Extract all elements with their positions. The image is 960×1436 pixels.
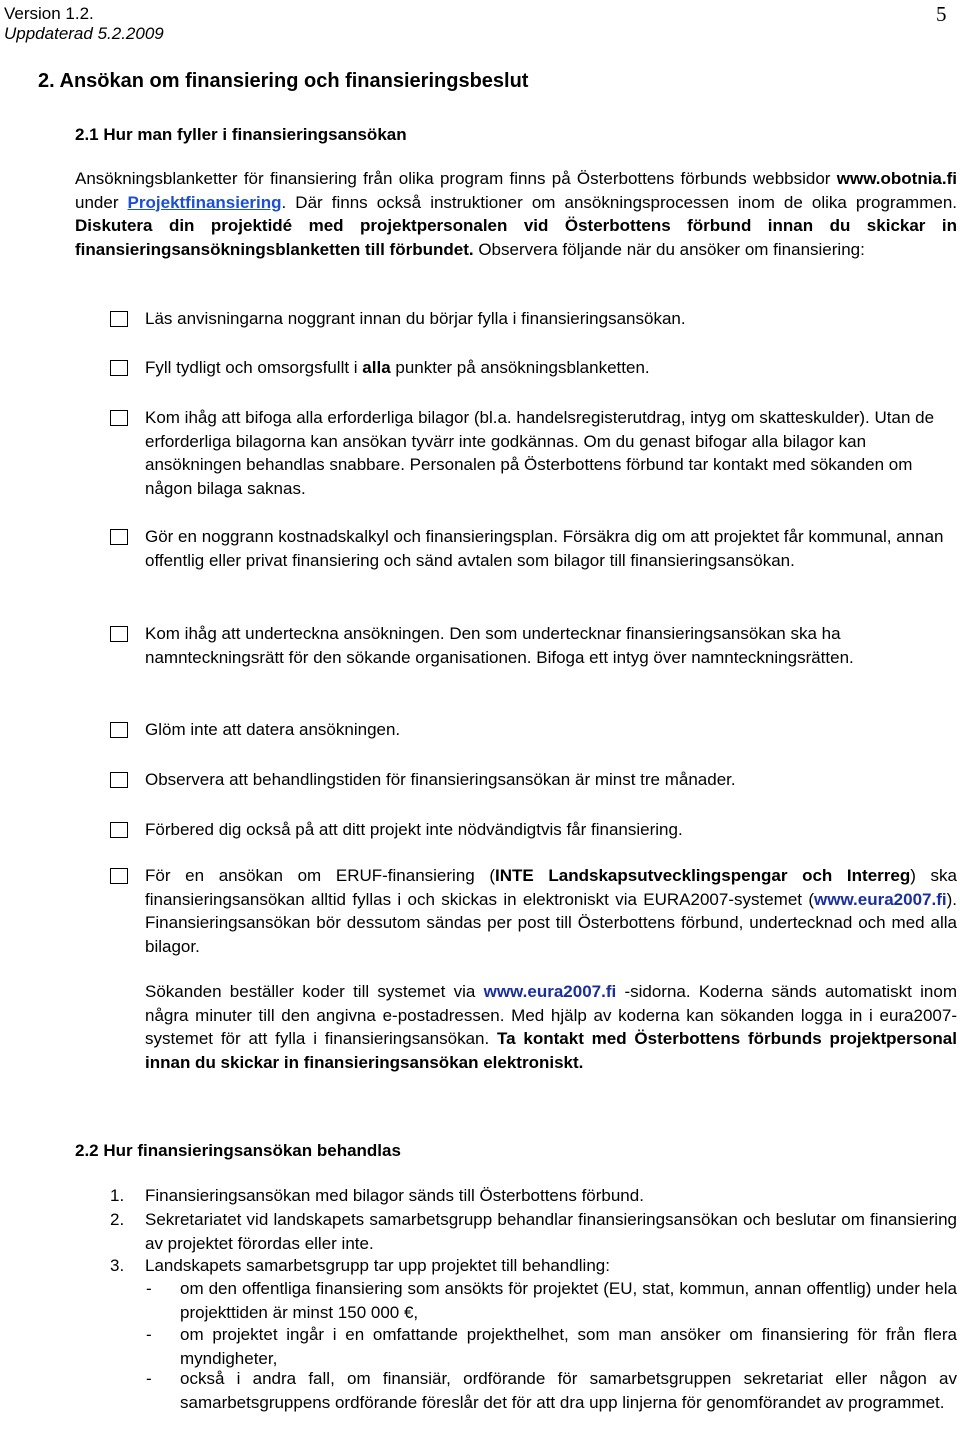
checkbox-5[interactable] — [110, 626, 128, 642]
step-3-text: Landskapets samarbetsgrupp tar upp projektet till behandling: — [145, 1256, 610, 1275]
intro-text-a: Ansökningsblanketter för finansiering från olika program finns på Österbottens förbunds webbsidor — [75, 169, 837, 188]
step-3-sub-2: om projektet ingår i en omfattande projekthelhet, som man ansöker om finansiering för från flera myndigheter, — [180, 1325, 957, 1368]
item9-text-a: För en ansökan om ERUF-finansiering ( — [145, 866, 496, 885]
checkbox-4[interactable] — [110, 529, 128, 545]
checklist-item-8: Förbered dig också på att ditt projekt inte nödvändigtvis får finansiering. — [145, 820, 683, 839]
intro-bold-text: Diskutera din projektidé med projektpersonalen vid Österbottens förbund innan du skickar in finansieringsansökningsblanketten till förbundet. — [75, 216, 957, 259]
item9-text-c: ). Finansieringsansökan bör dessutom sändas per post till Österbottens förbund, undertecknad och med alla bilagor. — [145, 889, 957, 956]
section-2-heading: 2. Ansökan om finansiering och finansieringsbeslut — [38, 70, 529, 92]
page-number: 5 — [936, 2, 947, 26]
checkbox-6[interactable] — [110, 722, 128, 738]
checklist-item-7: Observera att behandlingstiden för finansieringsansökan är minst tre månader. — [145, 770, 736, 789]
step-1-text: Finansieringsansökan med bilagor sänds till Österbottens förbund. — [145, 1186, 644, 1205]
step-3-number: 3. — [110, 1256, 125, 1275]
checklist-item-2 — [145, 356, 957, 380]
checkbox-9[interactable] — [110, 868, 128, 884]
item9-bold: INTE Landskapsutvecklingspengar och Interreg — [495, 866, 911, 885]
dash-1: - — [146, 1279, 152, 1298]
projektfinansiering-link[interactable]: Projektfinansiering — [127, 192, 282, 212]
checkbox-3[interactable] — [110, 410, 128, 426]
intro-text-c: Observera följande när du ansöker om finansiering: — [473, 239, 865, 259]
item2-bold: alla — [362, 358, 391, 377]
checklist-item-3: Kom ihåg att bifoga alla erforderliga bilagor (bl.a. handelsregisterutdrag, intyg om skatteskulder). Utan de erforderliga bilagorna kan ansökan tyvärr inte godkännas. Om du genast bifogar alla bilagor kan ansökningen behandlas snabbare. Personalen på Österbottens förbund tar kontakt med sökanden om någon bilaga saknas. — [145, 408, 935, 498]
checklist-item-9-paragraph-2 — [145, 980, 957, 1074]
eura-link-2[interactable]: www.eura2007.fi — [483, 982, 617, 1001]
checkbox-1[interactable] — [110, 311, 128, 327]
checkbox-8[interactable] — [110, 822, 128, 838]
version-label: Version 1.2. — [4, 4, 94, 23]
item2-text-a: Fyll tydligt och omsorgsfullt i — [145, 358, 363, 377]
item9-p2-text-a: Sökanden beställer koder till systemet via — [145, 982, 484, 1001]
item9-p2-bold: Ta kontakt med Österbottens förbunds projektpersonal innan du skickar in finansieringsansökan elektroniskt. — [145, 1029, 957, 1072]
dash-3: - — [146, 1369, 152, 1388]
checkbox-7[interactable] — [110, 772, 128, 788]
section-2-1-heading: 2.1 Hur man fyller i finansieringsansökan — [75, 125, 407, 144]
checklist-item-9 — [145, 864, 957, 958]
item9-p2-text-b: -sidorna. Koderna sänds automatiskt inom några minuter till den angivna e-postadressen. Med hjälp av koderna kan sökanden logga in i eura2007-systemet för att fylla i finansieringsansökan. — [145, 982, 957, 1048]
site-url: www.obotnia.fi — [836, 169, 957, 188]
item2-text-b: punkter på ansökningsblanketten. — [390, 358, 650, 377]
step-2-number: 2. — [110, 1210, 125, 1229]
checkbox-2[interactable] — [110, 360, 128, 376]
checklist-item-1: Läs anvisningarna noggrant innan du börjar fylla i finansieringsansökan. — [145, 309, 686, 328]
step-2-text: Sekretariatet vid landskapets samarbetsgrupp behandlar finansieringsansökan och beslutar om finansiering av projektet förordas eller inte. — [145, 1210, 957, 1253]
dash-2: - — [146, 1325, 152, 1344]
section-2-2-heading: 2.2 Hur finansieringsansökan behandlas — [75, 1141, 401, 1160]
checklist-item-4: Gör en noggrann kostnadskalkyl och finansieringsplan. Försäkra dig om att projektet får kommunal, annan offentlig eller privat finansiering och sänd avtalen som bilagor till finansieringsansökan. — [145, 527, 944, 570]
intro-text-b: . Där finns också instruktioner om ansökningsprocessen inom de olika programmen. — [281, 192, 957, 212]
checklist-item-5: Kom ihåg att underteckna ansökningen. Den som undertecknar finansieringsansökan ska ha namnteckningsrätt för den sökande organisationen. Bifoga ett intyg över namnteckningsrätten. — [145, 624, 854, 667]
step-3-sub-3: också i andra fall, om finansiär, ordförande för samarbetsgruppen sekretariat eller någon av samarbetsgruppens ordförande föreslår det för att dra upp linjerna för genomförandet av programmet. — [180, 1369, 957, 1412]
checklist-item-6: Glöm inte att datera ansökningen. — [145, 720, 401, 739]
eura-link[interactable]: www.eura2007.fi — [814, 889, 947, 909]
intro-under: under — [75, 192, 128, 212]
updated-label: Uppdaterad 5.2.2009 — [4, 24, 164, 43]
step-3-sub-1: om den offentliga finansiering som ansökts för projektet (EU, stat, kommun, annan offentlig) under hela projekttiden är minst 150 000 €, — [180, 1279, 957, 1322]
item9-text-b: ) ska finansieringsansökan alltid fyllas i och skickas in elektroniskt via EURA2007-systemet ( — [145, 866, 957, 909]
step-1-number: 1. — [110, 1186, 125, 1205]
intro-paragraph — [75, 167, 957, 261]
